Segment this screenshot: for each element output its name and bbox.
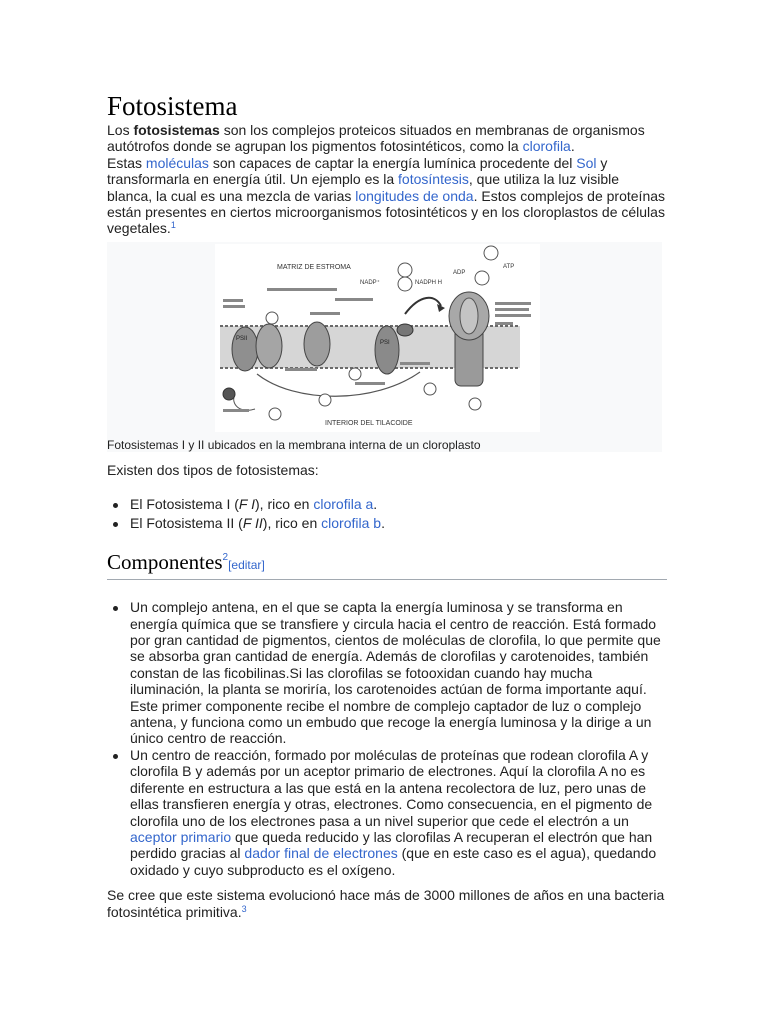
article-body	[107, 462, 667, 920]
article-content	[107, 90, 667, 920]
figure-caption: Fotosistemas I y II ubicados en la membrana interna de un cloroplasto	[107, 438, 481, 452]
label-nadph: NADPH H	[415, 280, 443, 286]
photosystem-diagram[interactable]	[215, 244, 540, 432]
list-item: El Fotosistema II (F II), rico en clorofila b.	[130, 515, 667, 531]
edit-link[interactable]: editar	[231, 558, 262, 573]
psii-complex	[232, 327, 258, 371]
link-dador-final[interactable]: dador final de electrones	[244, 845, 398, 862]
link-longitudes-de-onda[interactable]: longitudes de onda	[355, 187, 474, 204]
label-atp: ATP	[503, 264, 515, 270]
cytochrome-complex	[304, 322, 330, 366]
label-matriz: MATRIZ DE ESTROMA	[277, 264, 351, 271]
components-list	[107, 599, 667, 878]
list-item: El Fotosistema I (F I), rico en clorofila a.	[130, 496, 667, 512]
list-item: Un complejo antena, en el que se capta la energía luminosa y se transforma en energía química que se transfiere y circula hacia el centro de reacción. Está formado por gran cantidad de pigmentos, cientos de moléculas de clorofila, lo que permite que se absorba gran cantidad de energía. Además de clorofilas y carotenoides, también constan de las ficobilinas.Si las clorofilas se fotooxidan cuando hay mucha iluminación, la planta se moriría, los carotenoides actúan de forma importante aquí. Este primer componente recibe el nombre de complejo captador de luz o complejo antena, y funciona como un embudo que recoge la energía luminosa y la dirige a un único centro de reacción.	[130, 599, 667, 747]
list-item: Un centro de reacción, formado por moléculas de proteínas que rodean clorofila A y clorofila B y además por un aceptor primario de electrones. Aquí la clorofila A no es diferente en estructura a las que está en la antena recolectora de luz, pero unas de ellas transfieren energía y otras, electrones. Como consecuencia, en el pigmento de clorofila uno de los electrones pasa a un nivel superior que cede el electrón a un aceptor primario que queda reducido y las clorofilas A recuperan el electrón que han perdido gracias al dador final de electrones (que en este caso es el agua), quedando oxidado y cuyo subproducto es el oxígeno.	[130, 747, 667, 878]
link-aceptor-primario[interactable]: aceptor primario	[130, 828, 232, 845]
intro-paragraph-1: Los fotosistemas son los complejos proteicos situados en membranas de organismos autótrofos donde se agrupan los pigmentos fotosintéticos, como la clorofila.	[107, 122, 645, 155]
types-list	[107, 496, 667, 531]
label-interior: INTERIOR DEL TILACOIDE	[325, 420, 413, 427]
closing-paragraph: Se cree que este sistema evolucionó hace más de 3000 millones de años en una bacteria fotosintética primitiva.$^3$	[107, 887, 665, 920]
link-sol[interactable]: Sol	[576, 154, 597, 171]
intro-paragraph-2: Estas moléculas son capaces de captar la energía lumínica procedente del Sol y transformarla en energía útil. Un ejemplo es la fotosíntesis, que utiliza la luz visible blanca, la cual es una mezcla de varias longitudes de onda. Estos complejos de proteínas están presentes en ciertos microorganismos fotosintéticos y en los cloroplastos de células vegetales.$^1$	[107, 154, 666, 237]
edit-section: [editar]	[228, 558, 265, 573]
reference-3[interactable]: 3	[241, 903, 247, 914]
label-nadp: NADP⁺	[360, 280, 380, 286]
bold-term: fotosistemas	[133, 122, 220, 138]
page-title: Fotosistema	[107, 91, 238, 121]
label-psii: PSII	[236, 336, 248, 342]
link-clorofila[interactable]: clorofila	[522, 138, 571, 155]
section-heading: Componentes$^2$[editar]	[107, 549, 667, 580]
label-adp: ADP	[453, 270, 466, 276]
psi-complex	[375, 326, 399, 374]
link-clorofila-a[interactable]: clorofila a	[313, 496, 374, 513]
link-fotosintesis[interactable]: fotosíntesis	[398, 171, 469, 188]
link-moleculas[interactable]: moléculas	[145, 154, 209, 171]
types-intro: Existen dos tipos de fotosistemas:	[107, 462, 319, 478]
photosystem-figure	[107, 242, 662, 452]
label-psi: PSI	[380, 340, 390, 346]
link-clorofila-b[interactable]: clorofila b	[321, 514, 382, 531]
reference-2[interactable]: 2	[222, 552, 229, 564]
reference-1[interactable]: 1	[170, 220, 176, 231]
